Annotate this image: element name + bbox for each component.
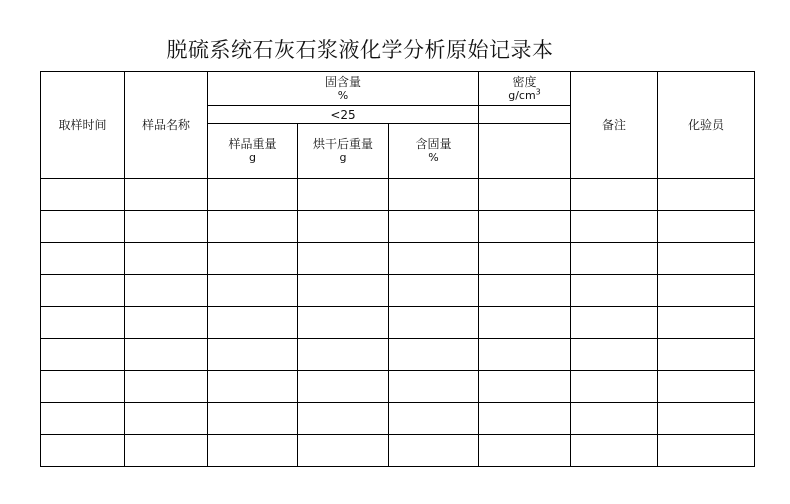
table-cell[interactable]: [658, 179, 755, 211]
table-cell[interactable]: [125, 179, 208, 211]
table-cell[interactable]: [389, 275, 479, 307]
table-cell[interactable]: [208, 179, 298, 211]
table-cell[interactable]: [658, 211, 755, 243]
header-solid-pct: [389, 124, 479, 179]
table-cell[interactable]: [479, 179, 571, 211]
header-density-limit: [479, 106, 571, 124]
table-cell[interactable]: [41, 243, 125, 275]
table-row: [41, 307, 755, 339]
table-row: [41, 275, 755, 307]
table-cell[interactable]: [298, 307, 389, 339]
table-cell[interactable]: [389, 339, 479, 371]
table-cell[interactable]: [298, 371, 389, 403]
table-row: [41, 179, 755, 211]
table-row: [41, 435, 755, 467]
table-cell[interactable]: [208, 307, 298, 339]
table-cell[interactable]: [571, 371, 658, 403]
table-cell[interactable]: [389, 179, 479, 211]
table-cell[interactable]: [571, 275, 658, 307]
table-cell[interactable]: [298, 435, 389, 467]
table-cell[interactable]: [208, 435, 298, 467]
table-cell[interactable]: [41, 211, 125, 243]
header-density: [479, 72, 571, 106]
table-cell[interactable]: [298, 339, 389, 371]
table-cell[interactable]: [479, 339, 571, 371]
table-cell[interactable]: [298, 211, 389, 243]
table-row: [41, 243, 755, 275]
table-cell[interactable]: [41, 179, 125, 211]
table-cell[interactable]: [389, 211, 479, 243]
solid-pct-unit: %: [428, 151, 439, 164]
density-unit: $g/cm^3$: [508, 86, 541, 102]
table-cell[interactable]: [41, 435, 125, 467]
table-cell[interactable]: [571, 435, 658, 467]
table-cell[interactable]: [479, 435, 571, 467]
table-cell[interactable]: [658, 243, 755, 275]
table-cell[interactable]: [389, 403, 479, 435]
table-cell[interactable]: [125, 403, 208, 435]
table-cell[interactable]: [658, 307, 755, 339]
table-cell[interactable]: [208, 275, 298, 307]
table-cell[interactable]: [41, 339, 125, 371]
table-cell[interactable]: [571, 339, 658, 371]
dried-weight-label: 烘干后重量: [312, 137, 373, 151]
page-title: 脱硫系统石灰石浆液化学分析原始记录本: [166, 38, 554, 62]
table-row: [41, 371, 755, 403]
table-cell[interactable]: [658, 435, 755, 467]
table-cell[interactable]: [658, 403, 755, 435]
table-cell[interactable]: [41, 403, 125, 435]
density-label: 密度: [512, 74, 537, 89]
table-cell[interactable]: [571, 179, 658, 211]
table-cell[interactable]: [41, 307, 125, 339]
table-cell[interactable]: [208, 211, 298, 243]
table-cell[interactable]: [658, 371, 755, 403]
table-cell[interactable]: [298, 403, 389, 435]
solid-content-label: 固含量: [324, 74, 361, 89]
table-row: [41, 211, 755, 243]
header-solid-content: [208, 72, 479, 106]
table-row: [41, 403, 755, 435]
table-cell[interactable]: [571, 403, 658, 435]
table-cell[interactable]: [41, 371, 125, 403]
table-cell[interactable]: [208, 243, 298, 275]
table-cell[interactable]: [479, 211, 571, 243]
table-cell[interactable]: [479, 371, 571, 403]
table-cell[interactable]: [298, 275, 389, 307]
header-analyst: 化验员: [658, 72, 755, 179]
table-cell[interactable]: [41, 275, 125, 307]
table-cell[interactable]: [125, 371, 208, 403]
table-cell[interactable]: [389, 307, 479, 339]
table-cell[interactable]: [479, 307, 571, 339]
table-cell[interactable]: [125, 275, 208, 307]
table-cell[interactable]: [125, 339, 208, 371]
table-cell[interactable]: [125, 211, 208, 243]
table-cell[interactable]: [571, 211, 658, 243]
table-cell[interactable]: [389, 243, 479, 275]
sample-weight-label: 样品重量: [228, 137, 277, 151]
table-cell[interactable]: [208, 371, 298, 403]
table-cell[interactable]: [298, 243, 389, 275]
table-cell[interactable]: [125, 307, 208, 339]
table-cell[interactable]: [125, 243, 208, 275]
table-cell[interactable]: [479, 275, 571, 307]
table-cell[interactable]: [389, 371, 479, 403]
header-sampling-time: 取样时间: [41, 72, 125, 179]
header-limit: <25: [208, 106, 479, 124]
table-cell[interactable]: [479, 403, 571, 435]
table-cell[interactable]: [208, 403, 298, 435]
record-table: [40, 71, 755, 467]
header-density-blank: [479, 124, 571, 179]
table-cell[interactable]: [571, 307, 658, 339]
table-cell[interactable]: [298, 179, 389, 211]
header-sample-name: 样品名称: [125, 72, 208, 179]
solid-pct-label: 含固量: [415, 137, 452, 151]
table-cell[interactable]: [571, 243, 658, 275]
table-row: [41, 339, 755, 371]
table-cell[interactable]: [389, 435, 479, 467]
sample-weight-unit: g: [249, 151, 256, 164]
solid-content-unit: %: [337, 88, 349, 102]
table-cell[interactable]: [658, 339, 755, 371]
header-dried-weight: [298, 124, 389, 179]
header-sample-weight: [208, 124, 298, 179]
table-cell[interactable]: [479, 243, 571, 275]
header-remarks: 备注: [571, 72, 658, 179]
dried-weight-unit: g: [339, 151, 347, 164]
table-cell[interactable]: [125, 435, 208, 467]
table-cell[interactable]: [658, 275, 755, 307]
table-cell[interactable]: [208, 339, 298, 371]
